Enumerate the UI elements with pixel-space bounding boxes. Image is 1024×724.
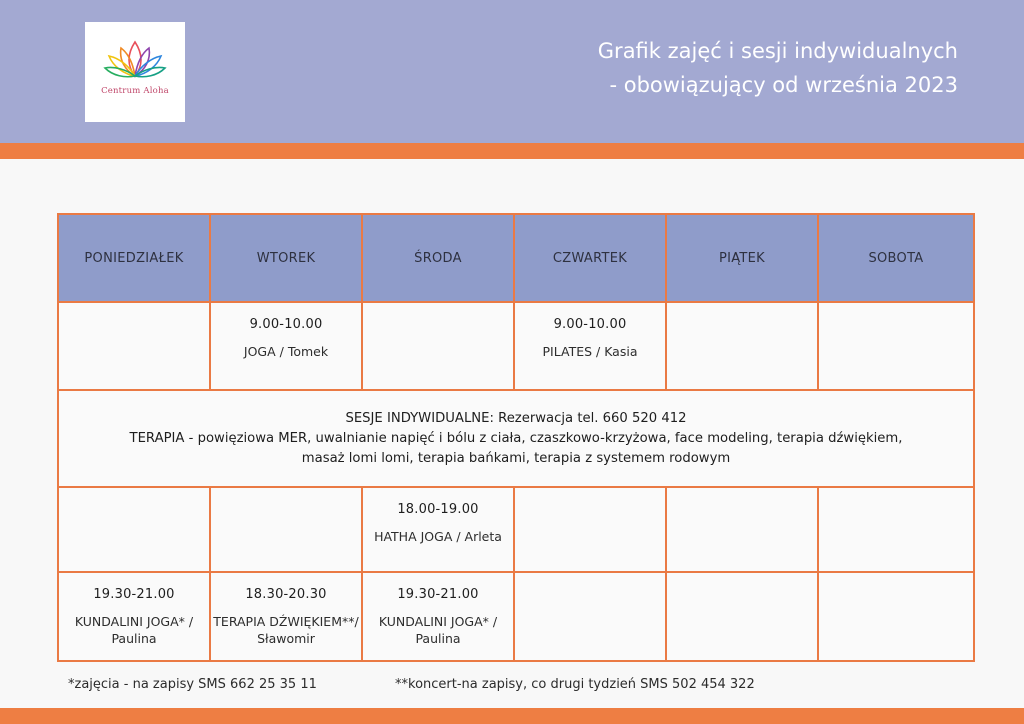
schedule-cell xyxy=(819,303,973,389)
schedule-cell xyxy=(59,573,211,660)
schedule-table xyxy=(57,213,975,662)
day-header: PIĄTEK xyxy=(667,215,819,301)
day-header: CZWARTEK xyxy=(515,215,667,301)
schedule-cell xyxy=(515,573,667,660)
class-time: 19.30-21.00 xyxy=(93,587,175,602)
day-header: WTOREK xyxy=(211,215,363,301)
header-banner xyxy=(0,0,1024,143)
sessions-line-2: TERAPIA - powięziowa MER, uwalnianie napięć i bólu z ciała, czaszkowo-krzyżowa, face modeling, terapia dźwiękiem, xyxy=(129,430,903,446)
schedule-cell xyxy=(211,488,363,571)
schedule-cell xyxy=(59,488,211,571)
schedule-cell xyxy=(515,303,667,389)
class-name: KUNDALINI JOGA* / Paulina xyxy=(74,614,194,646)
schedule-cell xyxy=(667,303,819,389)
class-name: JOGA / Tomek xyxy=(243,344,329,359)
sessions-row xyxy=(59,391,973,488)
sessions-line-3: masaż lomi lomi, terapia bańkami, terapia z systemem rodowym xyxy=(301,450,731,466)
day-header: PONIEDZIAŁEK xyxy=(59,215,211,301)
table-row xyxy=(59,303,973,391)
lotus-icon xyxy=(103,36,167,84)
class-time: 18.30-20.30 xyxy=(245,587,327,602)
schedule-cell xyxy=(211,303,363,389)
logo-text: Centrum Aloha xyxy=(101,86,169,96)
schedule-cell xyxy=(667,488,819,571)
class-time: 9.00-10.00 xyxy=(553,317,627,332)
schedule-cell xyxy=(819,488,973,571)
class-name: KUNDALINI JOGA* / Paulina xyxy=(378,614,498,646)
header-accent-stripe xyxy=(0,143,1024,159)
schedule-cell xyxy=(515,488,667,571)
schedule-cell xyxy=(363,573,515,660)
footnote-signup: *zajęcia - na zapisy SMS 662 25 35 11 xyxy=(68,677,317,692)
schedule-cell xyxy=(363,488,515,571)
class-name: TERAPIA DŹWIĘKIEM**/ Sławomir xyxy=(213,614,359,646)
table-row xyxy=(59,488,973,573)
schedule-cell xyxy=(819,573,973,660)
title-line-2: - obowiązujący od września 2023 xyxy=(609,73,958,97)
class-name: PILATES / Kasia xyxy=(542,344,638,359)
schedule-cell xyxy=(363,303,515,389)
page-title xyxy=(598,34,958,102)
day-header: SOBOTA xyxy=(819,215,973,301)
class-time: 19.30-21.00 xyxy=(397,587,479,602)
class-time: 9.00-10.00 xyxy=(249,317,323,332)
title-line-1: Grafik zajęć i sesji indywidualnych xyxy=(597,39,958,63)
table-row xyxy=(59,573,973,660)
schedule-cell xyxy=(211,573,363,660)
day-header: ŚRODA xyxy=(363,215,515,301)
schedule-cell xyxy=(667,573,819,660)
logo xyxy=(85,22,185,122)
sessions-info xyxy=(59,391,973,486)
class-time: 18.00-19.00 xyxy=(397,502,479,517)
sessions-line-1: SESJE INDYWIDUALNE: Rezerwacja tel. 660 520 412 xyxy=(345,410,687,426)
class-name: HATHA JOGA / Arleta xyxy=(374,529,502,544)
footer-accent-stripe xyxy=(0,708,1024,724)
schedule-cell xyxy=(59,303,211,389)
table-header-row xyxy=(59,215,973,303)
footnote-concert: **koncert-na zapisy, co drugi tydzień SMS 502 454 322 xyxy=(395,677,755,692)
